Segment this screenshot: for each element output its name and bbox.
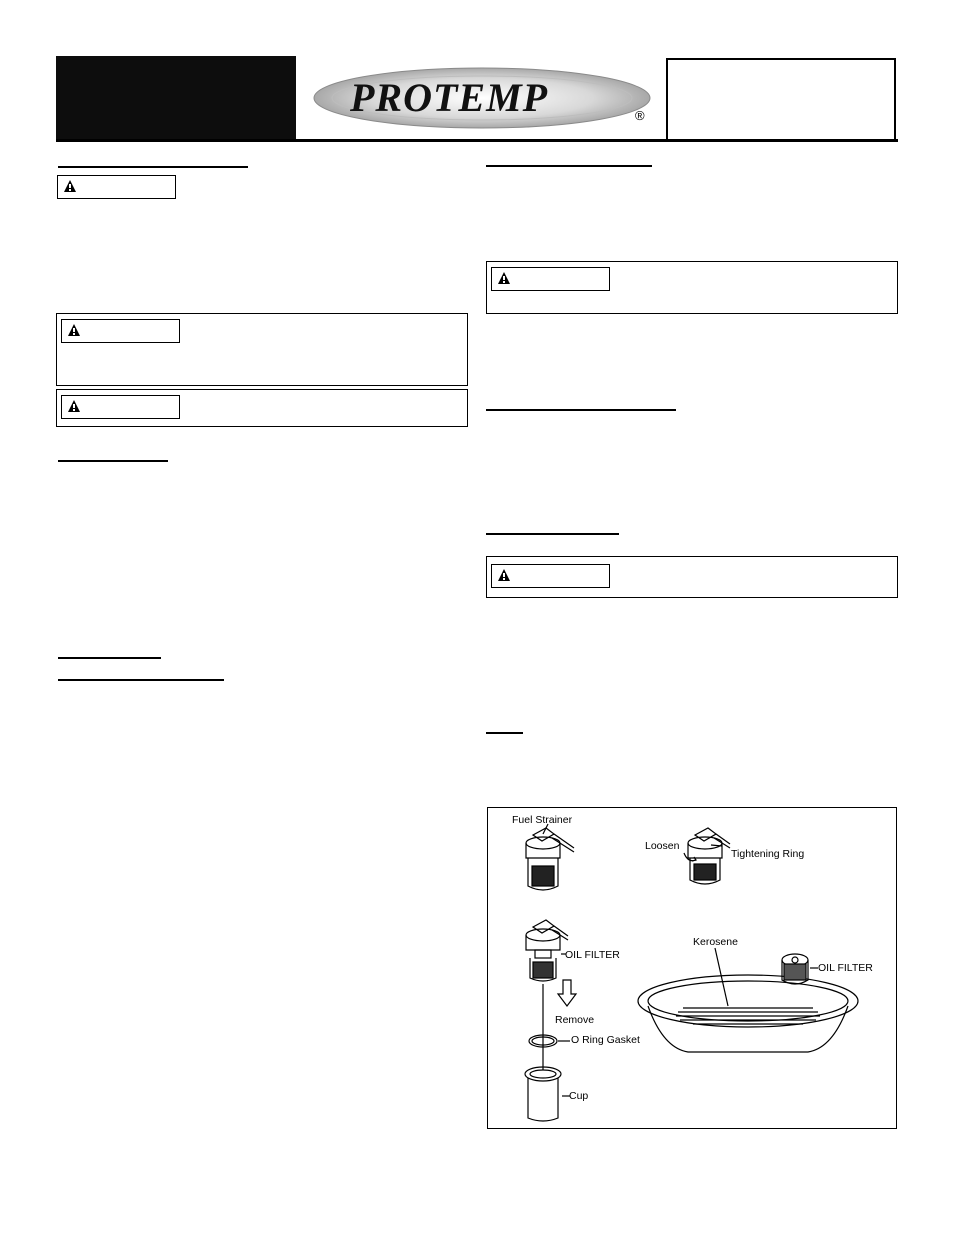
protemp-logo	[312, 62, 657, 132]
warning-icon	[64, 180, 76, 192]
label-o-ring-gasket: O Ring Gasket	[571, 1034, 640, 1046]
warning-icon	[498, 569, 510, 581]
warning-box	[486, 261, 898, 314]
warning-label	[61, 319, 180, 343]
section-heading-rule	[58, 657, 161, 659]
label-loosen: Loosen	[645, 840, 680, 852]
warning-label	[57, 175, 176, 199]
header-rule	[56, 139, 898, 142]
header-black-panel	[56, 56, 296, 140]
warning-icon	[498, 272, 510, 284]
section-heading-rule	[486, 409, 676, 411]
label-kerosene: Kerosene	[693, 936, 738, 948]
warning-label	[491, 267, 610, 291]
header-info-box	[666, 58, 896, 140]
section-heading-rule	[58, 679, 224, 681]
warning-label	[61, 395, 180, 419]
section-heading-rule	[486, 165, 652, 167]
section-heading-rule	[486, 732, 523, 734]
label-oil-filter-left: OIL FILTER	[565, 949, 620, 961]
section-heading-rule	[58, 166, 248, 168]
warning-box	[486, 556, 898, 598]
logo-wordmark: PROTEMP	[350, 75, 549, 120]
warning-icon	[68, 324, 80, 336]
label-oil-filter-right: OIL FILTER	[818, 962, 873, 974]
section-heading-rule	[486, 533, 619, 535]
fuel-strainer-drawing	[526, 828, 574, 890]
warning-icon	[68, 400, 80, 412]
warning-label	[491, 564, 610, 588]
warning-box	[56, 313, 468, 386]
label-tightening-ring: Tightening Ring	[731, 848, 805, 860]
loosen-strainer-drawing	[684, 828, 730, 884]
label-remove: Remove	[555, 1014, 595, 1026]
registered-mark: ®	[635, 108, 645, 123]
section-heading-rule	[58, 460, 168, 462]
oil-filter-figure	[487, 807, 897, 1129]
label-cup: Cup	[569, 1090, 589, 1102]
label-fuel-strainer: Fuel Strainer	[512, 814, 573, 826]
warning-box	[56, 389, 468, 427]
